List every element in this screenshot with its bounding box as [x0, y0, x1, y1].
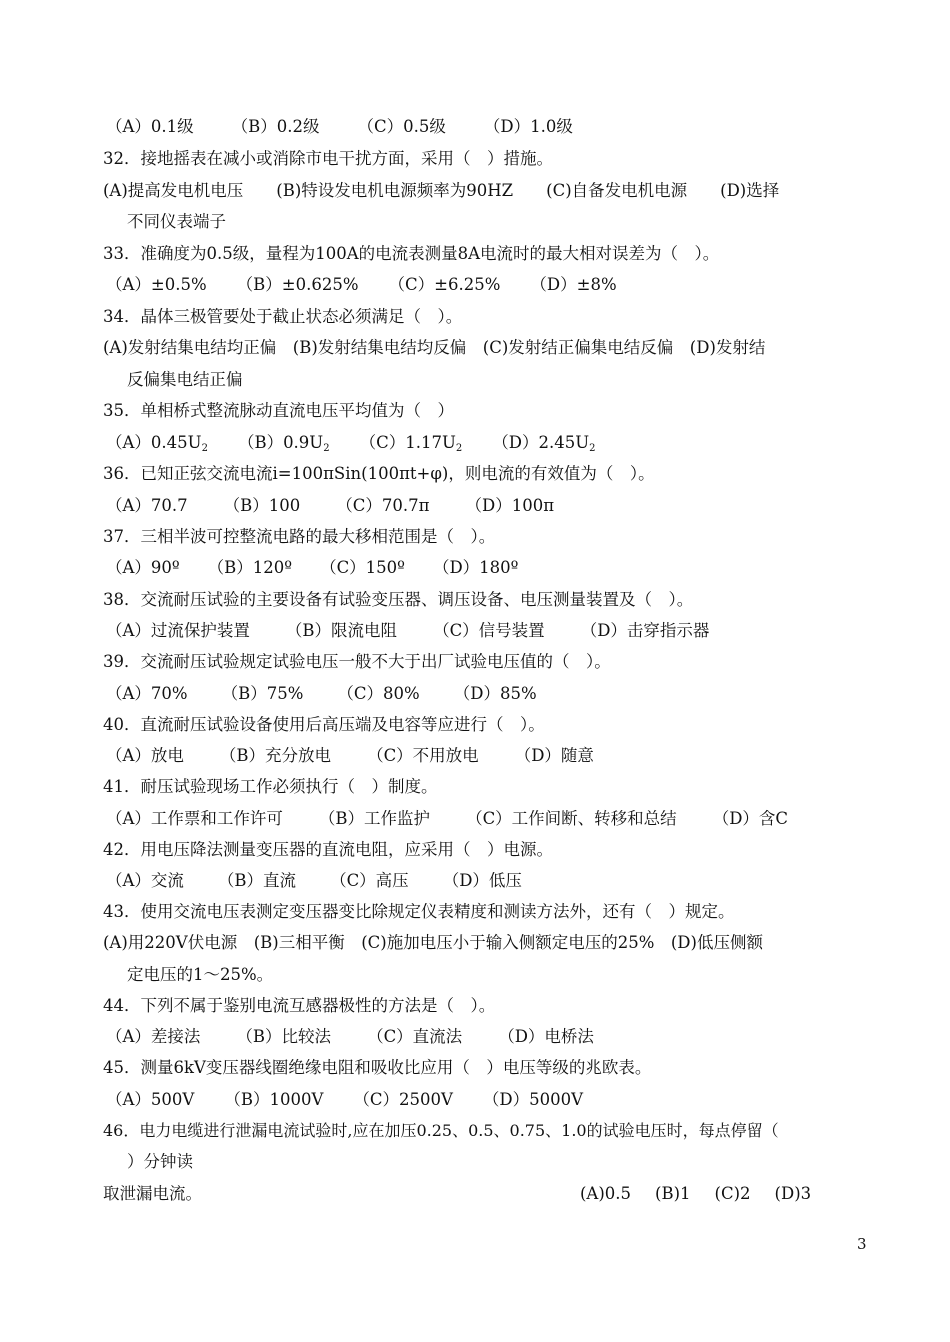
question-39: 39．交流耐压试验规定试验电压一般不大于出厂试验电压值的（ ）。 [103, 652, 611, 671]
q38-options [106, 621, 886, 641]
option-b: （B）0.9U2 [237, 433, 330, 454]
option-a: （A）交流 [106, 871, 184, 890]
question-34: 34．晶体三极管要处于截止状态必须满足（ ）。 [103, 307, 463, 326]
question-37: 37．三相半波可控整流电路的最大移相范围是（ ）。 [103, 527, 496, 546]
option-c: （C）不用放电 [367, 746, 479, 765]
option-b: （B）75% [221, 684, 304, 703]
q39-options [106, 684, 886, 704]
question-46-end: 取泄漏电流。 [103, 1184, 202, 1203]
question-36: 36．已知正弦交流电流i=100πSin(100πt+φ)，则电流的有效值为（ ）。 [103, 464, 655, 483]
option-d: （D）低压 [442, 871, 522, 890]
option-d: （D）5000V [482, 1090, 584, 1109]
option-a: （A）90º [106, 558, 180, 577]
option-c: （C）0.5级 [357, 117, 446, 136]
option-b: （B）工作监护 [318, 809, 431, 828]
option-c: （C）1.17U2 [359, 433, 463, 454]
option-b: （B）0.2级 [231, 117, 320, 136]
question-41: 41．耐压试验现场工作必须执行（ ）制度。 [103, 777, 438, 796]
question-42: 42．用电压降法测量变压器的直流电阻，应采用（ ）电源。 [103, 840, 553, 859]
q45-options [106, 1090, 886, 1110]
question-40: 40．直流耐压试验设备使用后高压端及电容等应进行（ ）。 [103, 715, 545, 734]
option-b: （B）±0.625% [236, 275, 359, 294]
option-d: （D）击穿指示器 [580, 621, 710, 640]
option-d: （D）100π [465, 496, 555, 515]
q41-options [106, 809, 886, 829]
option-a: （A）500V [106, 1090, 195, 1109]
option-c: （C）±6.25% [388, 275, 501, 294]
option-a: （A）0.45U2 [106, 433, 208, 454]
question-38: 38．交流耐压试验的主要设备有试验变压器、调压设备、电压测量装置及（ ）。 [103, 590, 694, 609]
q36-options [106, 496, 886, 516]
q31-options [106, 117, 886, 137]
option-d: （D）含C [712, 809, 789, 828]
option-d: （D）1.0级 [483, 117, 573, 136]
question-43: 43．使用交流电压表测定变压器变比除规定仪表精度和测读方法外，还有（ ）规定。 [103, 902, 735, 921]
option-d: (D)3 [774, 1184, 812, 1203]
option-b: （B）充分放电 [219, 746, 332, 765]
q33-options [106, 275, 886, 295]
option-c: （C）2500V [353, 1090, 453, 1109]
option-b: (B)1 [655, 1184, 691, 1203]
q35-options [106, 433, 886, 459]
option-c: （C）70.7π [336, 496, 430, 515]
q37-options [106, 558, 886, 578]
option-c: （C）直流法 [367, 1027, 463, 1046]
option-d: （D）电桥法 [498, 1027, 594, 1046]
option-c: (C)2 [714, 1184, 751, 1203]
q43-options-line2: 定电压的1～25%。 [127, 965, 274, 984]
option-c: （C）80% [337, 684, 420, 703]
q34-options-line2: 反偏集电结正偏 [127, 370, 243, 389]
q44-options [106, 1027, 886, 1047]
option-b: （B）120º [207, 558, 293, 577]
question-35: 35．单相桥式整流脉动直流电压平均值为（ ） [103, 401, 454, 420]
question-33: 33．准确度为0.5级，量程为100A的电流表测量8A电流时的最大相对误差为（ ）。 [103, 244, 720, 263]
q34-options-line1: (A)发射结集电结均正偏 (B)发射结集电结均反偏 (C)发射结正偏集电结反偏 (D)发射结 [103, 338, 766, 357]
option-d: （D）随意 [514, 746, 594, 765]
option-a: （A）工作票和工作许可 [106, 809, 283, 828]
option-c: （C）高压 [330, 871, 409, 890]
option-c: （C）信号装置 [433, 621, 545, 640]
question-46: 46．电力电缆进行泄漏电流试验时,应在加压0.25、0.5、0.75、1.0的试验电压时，每点停留（ [103, 1121, 779, 1140]
question-45: 45．测量6kV变压器线圈绝缘电阻和吸收比应用（ ）电压等级的兆欧表。 [103, 1058, 652, 1077]
option-b: （B）直流 [217, 871, 297, 890]
question-44: 44．下列不属于鉴别电流互感器极性的方法是（ ）。 [103, 996, 496, 1015]
option-b: （B）限流电阻 [285, 621, 398, 640]
option-a: （A）放电 [106, 746, 184, 765]
q42-options [106, 871, 886, 891]
option-a: （A）0.1级 [106, 117, 194, 136]
option-a: （A）过流保护装置 [106, 621, 250, 640]
option-b: （B）100 [223, 496, 301, 515]
option-a: （A）±0.5% [106, 275, 207, 294]
option-d: （D）180º [432, 558, 519, 577]
q46-options [580, 1184, 880, 1204]
q32-options-line1: (A)提高发电机电压 (B)特设发电机电源频率为90HZ (C)自备发电机电源 (D)选择 [103, 181, 780, 200]
q43-options-line1: (A)用220V伏电源 (B)三相平衡 (C)施加电压小于输入侧额定电压的25% (D)低压侧额 [103, 933, 763, 952]
option-c: （C）150º [320, 558, 405, 577]
option-b: （B）1000V [224, 1090, 324, 1109]
q40-options [106, 746, 886, 766]
question-32: 32．接地摇表在减小或消除市电干扰方面，采用（ ）措施。 [103, 149, 553, 168]
option-a: （A）差接法 [106, 1027, 201, 1046]
q32-options-line2: 不同仪表端子 [127, 212, 226, 231]
page-number: 3 [857, 1235, 867, 1253]
option-a: （A）70.7 [106, 496, 188, 515]
option-b: （B）比较法 [236, 1027, 332, 1046]
option-d: （D）±8% [530, 275, 617, 294]
option-c: （C）工作间断、转移和总结 [466, 809, 677, 828]
option-d: （D）85% [453, 684, 537, 703]
question-46-cont: ）分钟读 [127, 1152, 193, 1171]
option-a: (A)0.5 [580, 1184, 632, 1203]
option-d: （D）2.45U2 [492, 433, 596, 454]
option-a: （A）70% [106, 684, 188, 703]
